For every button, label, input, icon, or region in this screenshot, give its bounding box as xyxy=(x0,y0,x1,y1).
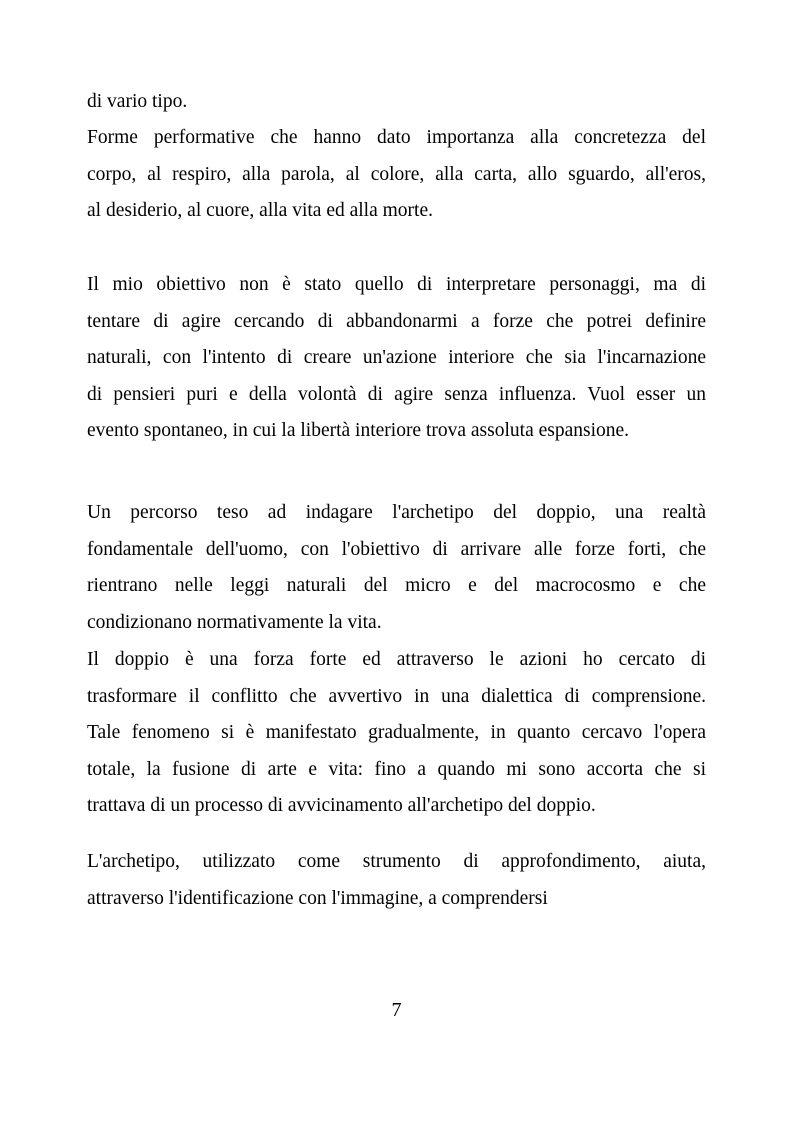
text-line: Il mio obiettivo non è stato quello di interpretare personaggi, ma di xyxy=(87,274,706,295)
text-line: di vario tipo. xyxy=(87,91,188,112)
paragraph-continuation xyxy=(87,84,706,121)
paragraph-doppio xyxy=(87,642,706,825)
text-line: attraverso l'identificazione con l'immagine, a comprendersi xyxy=(87,887,548,909)
text-line: tentare di agire cercando di abbandonarmi a forze che potrei definire xyxy=(87,310,706,332)
text-line: al desiderio, al cuore, alla vita ed alla morte. xyxy=(87,200,433,221)
paragraph-archetipo xyxy=(87,844,706,917)
paragraph-forme-performative xyxy=(87,120,706,230)
text-line: totale, la fusione di arte e vita: fino a quando mi sono accorta che si xyxy=(87,758,706,780)
text-line: trasformare il conflitto che avvertivo in una dialettica di comprensione. xyxy=(87,685,706,707)
text-line: evento spontaneo, in cui la libertà interiore trova assoluta espansione. xyxy=(87,420,630,441)
text-line: L'archetipo, utilizzato come strumento di approfondimento, aiuta, xyxy=(87,851,706,872)
text-line: di pensieri puri e della volontà di agire senza influenza. Vuol esser un xyxy=(87,383,706,405)
text-line: corpo, al respiro, alla parola, al colore, alla carta, allo sguardo, all'eros, xyxy=(87,163,706,185)
paragraph-percorso xyxy=(87,495,706,641)
text-line: naturali, con l'intento di creare un'azione interiore che sia l'incarnazione xyxy=(87,347,706,368)
paragraph-obiettivo xyxy=(87,267,706,450)
text-line: condizionano normativamente la vita. xyxy=(87,611,382,633)
text-line: rientrano nelle leggi naturali del micro e del macrocosmo e che xyxy=(87,575,706,596)
text-line: Forme performative che hanno dato importanza alla concretezza del xyxy=(87,127,706,148)
page-number: 7 xyxy=(391,999,402,1021)
text-line: Un percorso teso ad indagare l'archetipo del doppio, una realtà xyxy=(87,502,706,523)
text-line: Tale fenomeno si è manifestato gradualmente, in quanto cercavo l'opera xyxy=(87,722,706,743)
text-line: Il doppio è una forza forte ed attraverso le azioni ho cercato di xyxy=(87,649,706,670)
text-line: trattava di un processo di avvicinamento all'archetipo del doppio. xyxy=(87,795,596,816)
text-line: fondamentale dell'uomo, con l'obiettivo di arrivare alle forze forti, che xyxy=(87,538,706,560)
